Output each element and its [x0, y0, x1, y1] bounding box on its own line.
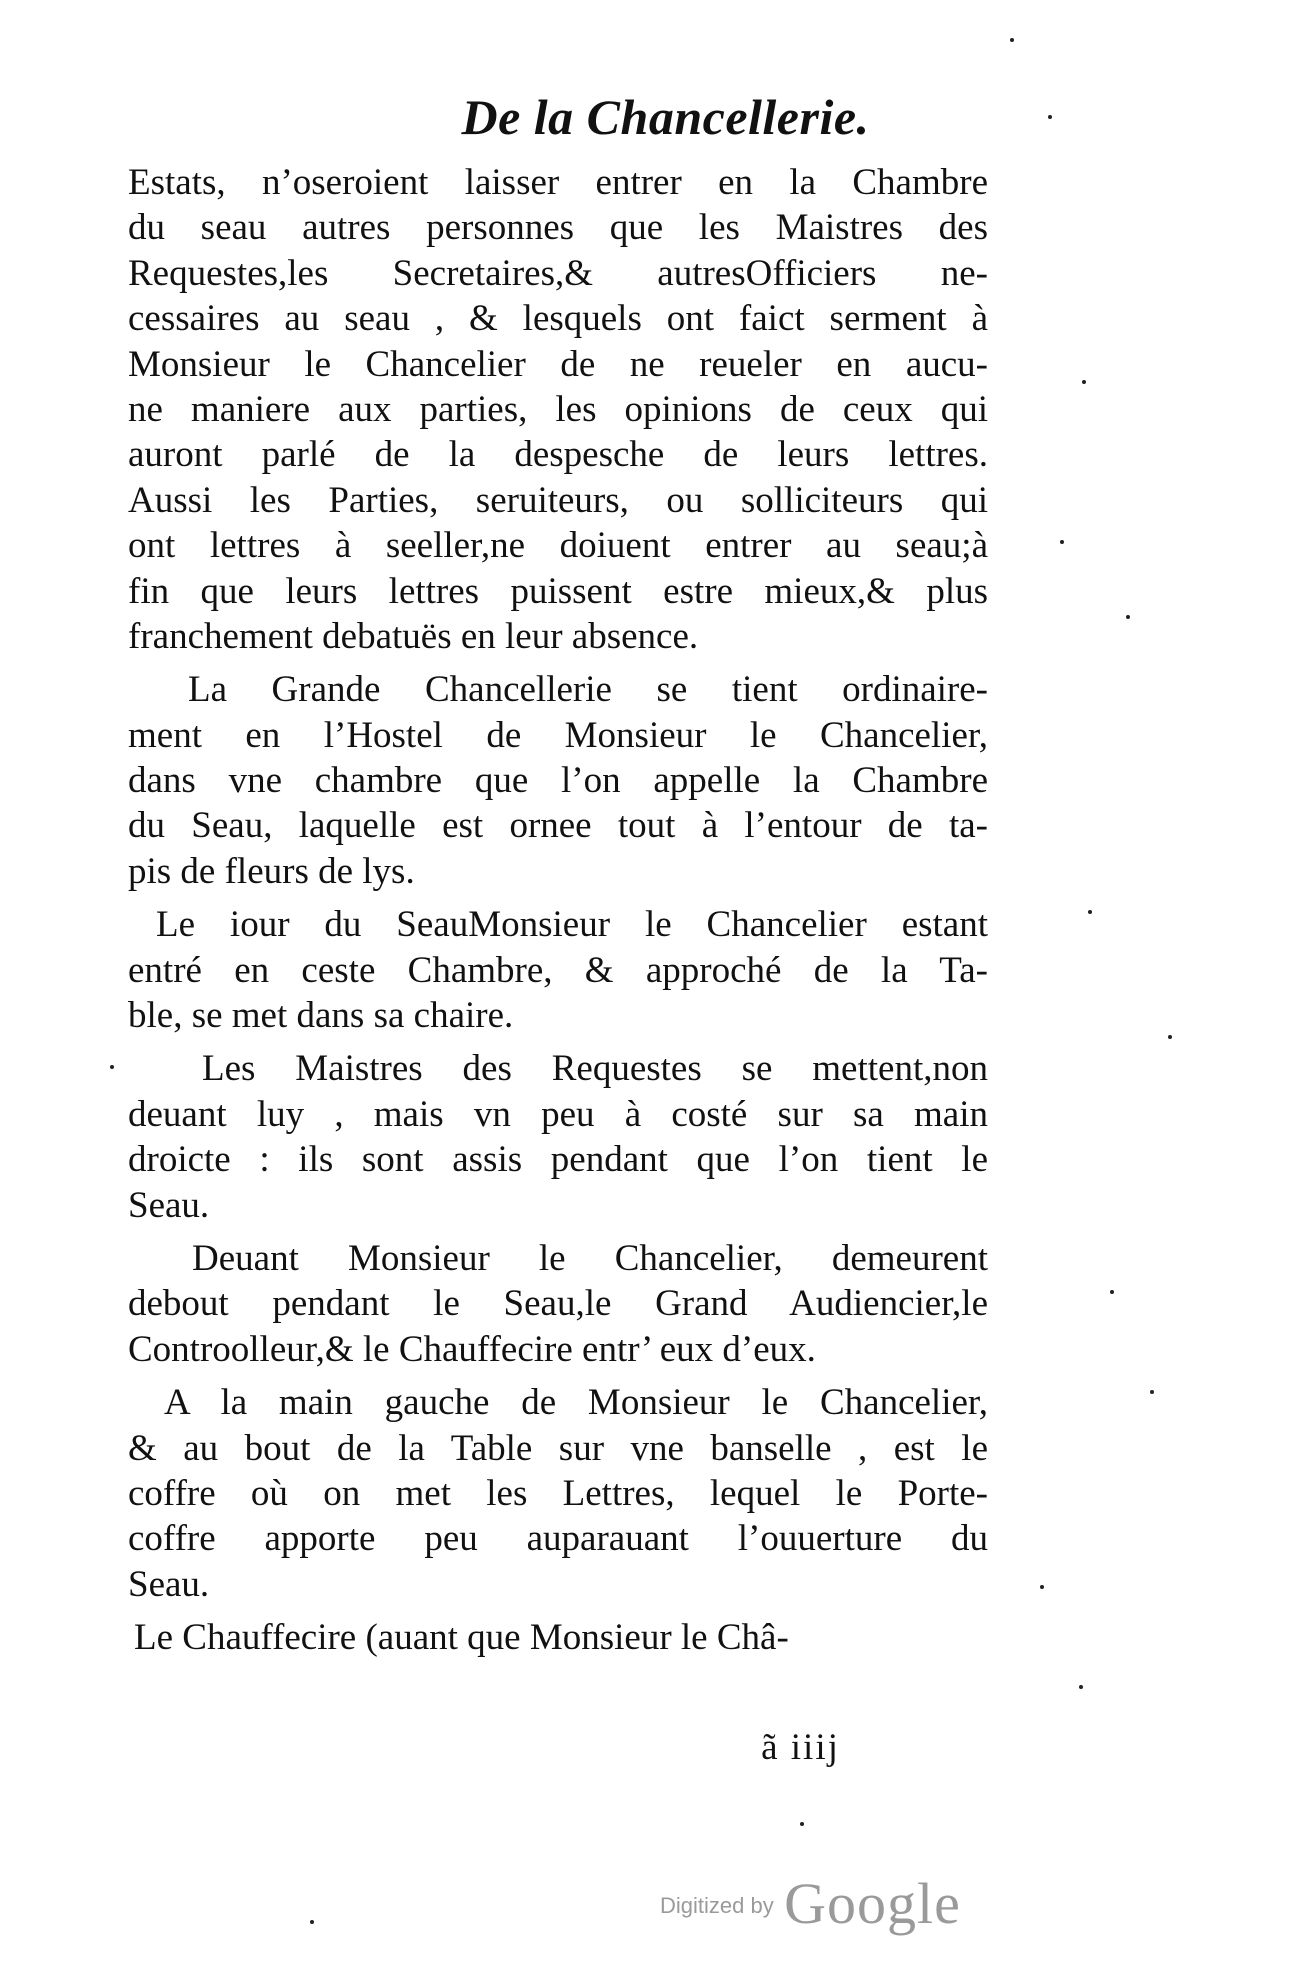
text-line: Seau.: [128, 1563, 210, 1605]
text-line: Deuant Monsieur le Chancelier, demeurent: [192, 1237, 988, 1279]
speck-mark: [110, 1065, 114, 1069]
text-line: debout pendant le Seau,le Grand Audiencier,le: [128, 1283, 988, 1325]
paragraph-4: [128, 1046, 988, 1228]
text-line: du seau autres personnes que les Maistres des: [128, 207, 988, 249]
speck-mark: [1010, 38, 1014, 42]
text-line: Estats, n’oseroient laisser entrer en la Chambre: [128, 162, 988, 203]
text-line: Requestes,les Secretaires,& autresOfficiers ne-: [128, 252, 988, 294]
text-line: Seau.: [128, 1184, 210, 1226]
text-line: ment en l’Hostel de Monsieur le Chancelier,: [128, 714, 988, 756]
speck-mark: [800, 1822, 804, 1826]
running-head: De la Chancellerie.: [461, 89, 870, 145]
speck-mark: [1150, 1390, 1154, 1394]
text-line: A la main gauche de Monsieur le Chancelier,: [164, 1382, 988, 1424]
text-line: auront parlé de la despesche de leurs lettres.: [128, 434, 988, 476]
paragraph-5: [128, 1236, 988, 1372]
speck-mark: [310, 1920, 314, 1924]
text-line: Les Maistres des Requestes se mettent,non: [202, 1048, 988, 1090]
text-line: Monsieur le Chancelier de ne reueler en aucu-: [128, 343, 988, 385]
text-line: dans vne chambre que l’on appelle la Chambre: [128, 760, 988, 802]
text-line: franchement debatuës en leur absence.: [128, 615, 699, 657]
text-line: ont lettres à seeller,ne doiuent entrer au seau;à: [128, 525, 988, 567]
text-line: fin que leurs lettres puissent estre mieux,& plus: [128, 570, 988, 612]
signature-mark: ã iiij: [761, 1727, 840, 1768]
speck-mark: [1079, 1685, 1083, 1689]
speck-mark: [1168, 1035, 1172, 1039]
paragraph-6: [128, 1380, 988, 1607]
text-line: ble, se met dans sa chaire.: [128, 995, 514, 1037]
digitized-watermark: [660, 1870, 961, 1937]
speck-mark: [1082, 380, 1086, 384]
paragraph-3: [128, 902, 988, 1038]
text-line: coffre apporte peu auparauant l’ouuerture du: [128, 1518, 988, 1560]
watermark-prefix: Digitized by: [660, 1893, 774, 1918]
text-line: Le iour du SeauMonsieur le Chancelier estant: [156, 904, 988, 946]
speck-mark: [1040, 1585, 1044, 1589]
text-line: deuant luy , mais vn peu à costé sur sa main: [128, 1093, 988, 1135]
text-line: Aussi les Parties, seruiteurs, ou solliciteurs qui: [128, 479, 988, 521]
text-line: cessaires au seau , & lesquels ont faict serment à: [128, 298, 988, 340]
paragraph-1: [128, 160, 988, 659]
text-line: & au bout de la Table sur vne banselle , est le: [128, 1427, 988, 1469]
speck-mark: [1126, 615, 1130, 619]
text-line: pis de fleurs de lys.: [128, 850, 415, 892]
text-line: ne maniere aux parties, les opinions de ceux qui: [128, 388, 988, 430]
paragraph-7: [128, 1615, 988, 1660]
text-line: entré en ceste Chambre, & approché de la Ta-: [128, 949, 988, 991]
speck-mark: [1048, 115, 1052, 119]
speck-mark: [1060, 540, 1064, 544]
text-line: Le Chauffecire (auant que Monsieur le Châ-: [134, 1617, 789, 1659]
text-line: du Seau, laquelle est ornee tout à l’entour de ta-: [128, 805, 988, 847]
google-logo: Google: [784, 1871, 961, 1936]
speck-mark: [1088, 910, 1092, 914]
paragraph-2: [128, 667, 988, 894]
text-line: coffre où on met les Lettres, lequel le Porte-: [128, 1472, 988, 1514]
text-line: droicte : ils sont assis pendant que l’on tient le: [128, 1139, 988, 1181]
text-line: Controolleur,& le Chauffecire entr’ eux d’eux.: [128, 1328, 816, 1370]
body-text: [128, 160, 988, 1661]
text-line: La Grande Chancellerie se tient ordinaire-: [188, 669, 988, 711]
speck-mark: [1110, 1290, 1114, 1294]
